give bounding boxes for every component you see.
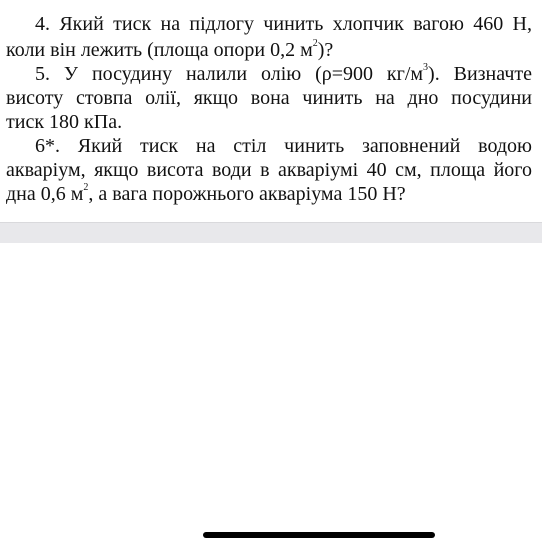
problem-6-text-3-end: , а вага порожнього акваріума 150 Н? <box>88 183 406 205</box>
problem-4-text-2-end: )? <box>317 39 334 61</box>
problem-6-line-1 <box>35 134 532 158</box>
problem-6-text-3: дна 0,6 м <box>6 183 84 205</box>
problem-6-line-3 <box>6 182 532 206</box>
content-divider <box>0 222 542 243</box>
problem-5-line-1 <box>35 62 532 86</box>
problem-5-text-3: тиск 180 кПа. <box>6 111 123 133</box>
problem-6-line-2 <box>6 158 532 182</box>
superscript-2: 2 <box>83 182 89 194</box>
problem-4-line-2 <box>6 38 532 62</box>
problem-6-text-1: 6*. Який тиск на стіл чинить заповнений водою <box>35 135 532 157</box>
superscript-2: 2 <box>312 38 318 50</box>
problem-5-line-3 <box>6 110 532 134</box>
problem-5-text-1-end: ). Визначте <box>428 63 532 85</box>
problem-5-text-2: висоту стовпа олії, якщо вона чинить на дно посудини <box>6 87 532 109</box>
problem-4-text-1: 4. Який тиск на підлогу чинить хлопчик вагою 460 Н, <box>35 13 532 35</box>
problem-5-line-2 <box>6 86 532 110</box>
home-indicator[interactable] <box>203 532 435 538</box>
superscript-3: 3 <box>423 62 429 74</box>
problem-5-text-1: 5. У посудину налили олію (ρ=900 кг/м <box>35 63 424 85</box>
problem-4-line-1 <box>35 12 532 36</box>
problem-6-text-2: акваріум, якщо висота води в акваріумі 40 см, площа його <box>6 159 532 181</box>
document-text <box>0 0 542 222</box>
problem-4-text-2: коли він лежить (площа опори 0,2 м <box>6 39 313 61</box>
